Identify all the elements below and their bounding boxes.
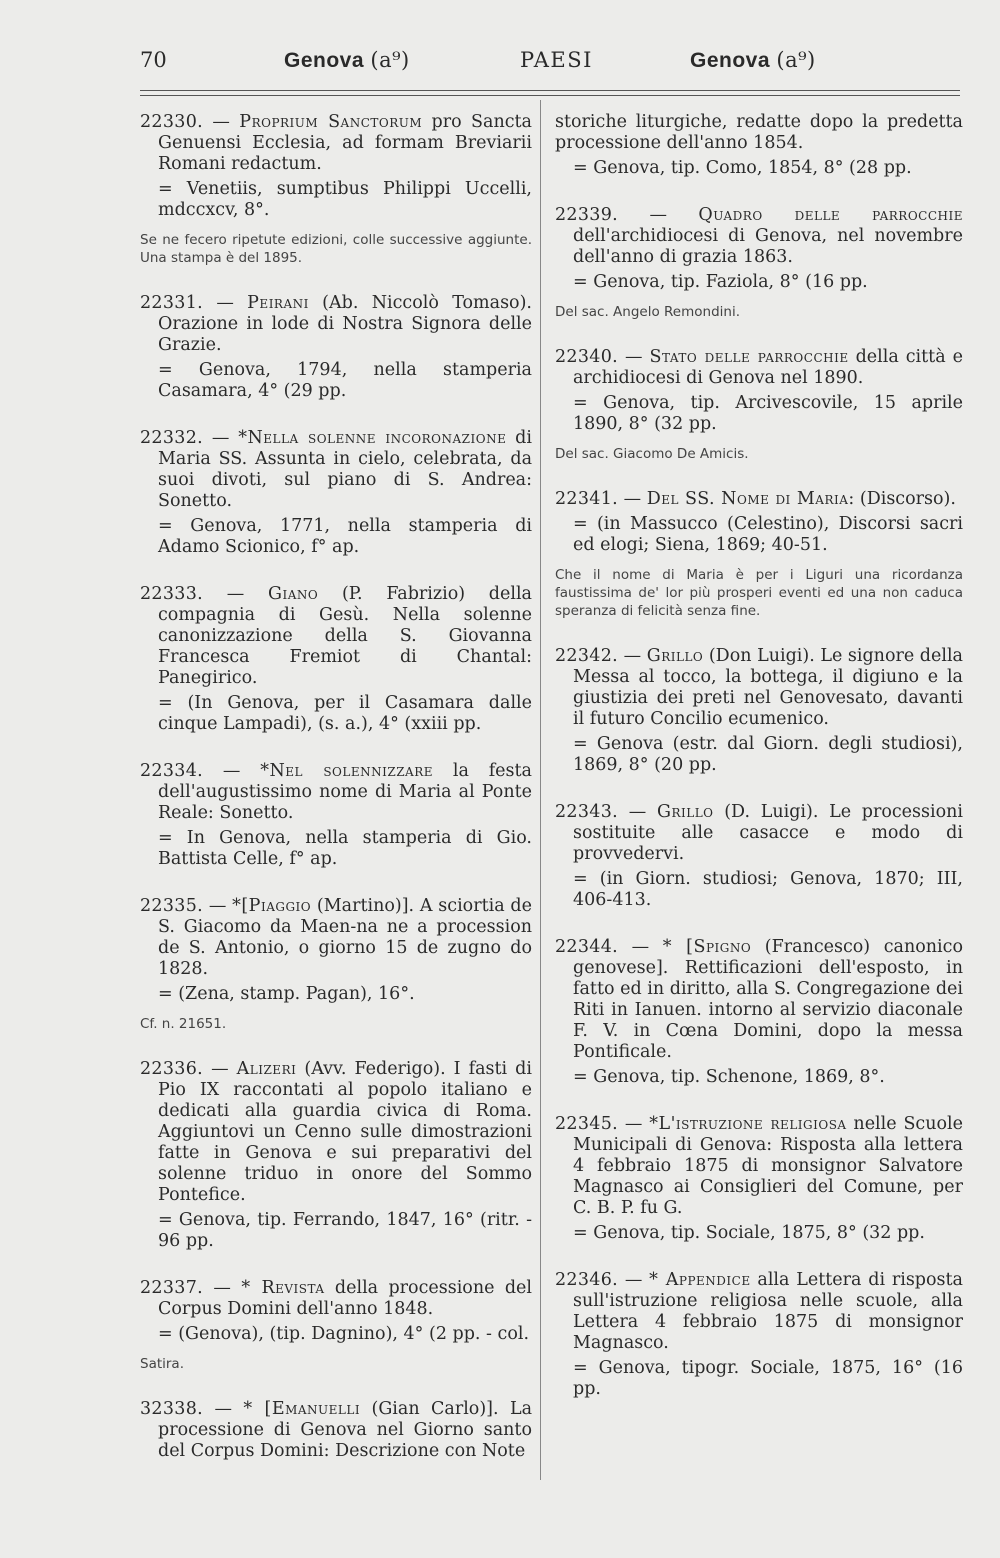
entry-title: [140, 584, 532, 689]
entry-number: 22337.: [140, 1278, 204, 1298]
entry-dash: —: [203, 1399, 244, 1419]
entry-imprint: = Genova, tip. Como, 1854, 8° (28 pp.: [573, 158, 912, 178]
entry-dash: —: [618, 1270, 650, 1290]
entry-text: pro Sancta Genuensi Ecclesia, ad formam Breviarii Romani redactum.: [158, 112, 532, 174]
catalogue-entry: [555, 112, 963, 179]
entry-title: [140, 1399, 532, 1462]
entry-dash: —: [203, 1278, 242, 1298]
entry-number: 22339.: [555, 205, 619, 225]
entry-heading: *[Piaggio: [232, 896, 312, 916]
running-head-right-suffix: (a⁹): [776, 48, 816, 72]
entry-number: 22343.: [555, 802, 619, 822]
entry-heading: Grillo: [646, 646, 704, 666]
entry-text: di Maria SS. Assunta in cielo, celebrata, da suoi divoti, sul piano di S. Andrea: Sonetto.: [158, 428, 532, 511]
entry-dash: —: [203, 112, 240, 132]
entry-text: (D. Luigi). Le processioni sostituite alle casacce e modo di provvedervi.: [573, 802, 963, 864]
entry-number: 22344.: [555, 937, 619, 957]
catalogue-entry: [140, 896, 532, 1033]
entry-text: della processione del Corpus Domini dell'anno 1848.: [158, 1278, 532, 1319]
entry-heading: * [Spigno: [662, 937, 752, 957]
entry-dash: —: [618, 937, 663, 957]
entry-title: [555, 112, 963, 154]
catalogue-entry: [555, 1114, 963, 1244]
entry-text: : (Discorso).: [848, 489, 956, 509]
catalogue-entry: [140, 112, 532, 267]
entry-number: 22334.: [140, 761, 204, 781]
entry-note: Se ne fecero ripetute edizioni, colle successive aggiunte. Una stampa è del 1895.: [140, 232, 532, 266]
entry-text: storiche liturgiche, redatte dopo la predetta processione dell'anno 1854.: [555, 112, 963, 153]
entry-imprint: = Genova, tip. Ferrando, 1847, 16° (ritr. - 96 pp.: [158, 1210, 532, 1251]
entry-dash: —: [618, 347, 650, 367]
catalogue-entry: [140, 1278, 532, 1373]
entry-dash: —: [618, 646, 647, 666]
entry-imprint: = (in Giorn. studiosi; Genova, 1870; III, 406-413.: [573, 869, 963, 910]
entry-dash: —: [203, 584, 269, 604]
entry-heading: *Nella solenne incoronazione: [238, 428, 507, 448]
entry-number: 22333.: [140, 584, 204, 604]
entry-number: 22340.: [555, 347, 619, 367]
running-head-center: PAESI: [520, 48, 593, 72]
entry-heading: * Appendice: [649, 1270, 751, 1290]
entry-text: alla Lettera di risposta sull'istruzione religiosa nelle scuole, alla Lettera 4 febbraio 1875 di monsignor Magnasco.: [573, 1270, 963, 1353]
entry-heading: *Nel solennizzare: [260, 761, 434, 781]
catalogue-entry: [555, 1270, 963, 1400]
entry-number: 22342.: [555, 646, 619, 666]
entry-title: [555, 937, 963, 1063]
header-rule: [140, 95, 960, 96]
catalogue-entry: [140, 1399, 532, 1462]
page-number: 70: [140, 48, 167, 72]
entry-heading: * Revista: [241, 1278, 325, 1298]
entry-imprint: = Genova, tip. Sociale, 1875, 8° (32 pp.: [573, 1223, 925, 1243]
entry-number: 22332.: [140, 428, 204, 448]
entry-imprint: = Genova (estr. dal Giorn. degli studiosi), 1869, 8° (20 pp.: [573, 734, 963, 775]
running-head-left: [284, 48, 410, 73]
running-head-right: [690, 48, 816, 73]
entry-title: [140, 428, 532, 512]
running-head: [0, 48, 1000, 88]
entry-dash: —: [618, 489, 647, 509]
entry-number: 22345.: [555, 1114, 619, 1134]
entry-title: [555, 646, 963, 730]
catalogue-entry: [555, 937, 963, 1088]
entry-title: [140, 112, 532, 175]
entry-imprint: = (Zena, stamp. Pagan), 16°.: [158, 984, 415, 1004]
entry-heading: Peirani: [247, 293, 309, 313]
entry-heading: Stato delle parrocchie: [649, 347, 849, 367]
entry-text: (Martino)]. A sciortia de S. Giacomo da Maen-na ne a procession de S. Antonio, o giorno 15 de zugno do 1828.: [158, 896, 532, 979]
entry-title: [555, 205, 963, 268]
entry-number: 22330.: [140, 112, 204, 132]
entry-text: (Francesco) canonico genovese]. Rettificazioni dell'esposto, in fatto ed in diritto, alla S. Congregazione dei Riti in Ianuen. intorno al servizio diaconale F. V. in Cœna Domini, dopo la messa Pontificale.: [573, 937, 963, 1062]
running-head-left-title: Genova: [284, 49, 365, 72]
entry-imprint: = Genova, tip. Schenone, 1869, 8°.: [573, 1067, 885, 1087]
entry-number: 22336.: [140, 1059, 204, 1079]
entry-imprint: = Genova, 1794, nella stamperia Casamara, 4° (29 pp.: [158, 360, 532, 401]
catalogue-entry: [555, 205, 963, 321]
entry-heading: Grillo: [656, 802, 714, 822]
entry-number: 22331.: [140, 293, 204, 313]
header-rule: [140, 90, 960, 91]
entry-title: [140, 1059, 532, 1206]
entry-title: [140, 761, 532, 824]
entry-text: della città e archidiocesi di Genova nel 1890.: [573, 347, 963, 388]
entry-imprint: = Venetiis, sumptibus Philippi Uccelli, mdccxcv, 8°.: [158, 179, 532, 220]
catalogue-entry: [555, 347, 963, 463]
entry-text: dell'archidiocesi di Genova, nel novembre dell'anno di grazia 1863.: [573, 226, 963, 267]
entry-dash: —: [203, 1059, 237, 1079]
entry-note: Del sac. Giacomo De Amicis.: [555, 446, 749, 462]
entry-note: Del sac. Angelo Remondini.: [555, 304, 740, 320]
entry-imprint: = Genova, tip. Faziola, 8° (16 pp.: [573, 272, 868, 292]
catalogue-entry: [555, 802, 963, 911]
entry-note: Satira.: [140, 1356, 185, 1372]
entry-title: [555, 1114, 963, 1219]
entry-dash: —: [203, 761, 261, 781]
entry-imprint: = (in Massucco (Celestino), Discorsi sacri ed elogi; Siena, 1869; 40-51.: [573, 514, 963, 555]
entry-imprint: = Genova, 1771, nella stamperia di Adamo Scionico, f° ap.: [158, 516, 532, 557]
catalogue-entry: [140, 761, 532, 870]
entry-number: 22335.: [140, 896, 204, 916]
entry-dash: —: [203, 293, 248, 313]
entry-number: 22346.: [555, 1270, 619, 1290]
entry-number: 22341.: [555, 489, 619, 509]
left-column: [140, 112, 532, 1488]
entry-heading: *L'istruzione religiosa: [649, 1114, 847, 1134]
entry-dash: —: [618, 802, 657, 822]
running-head-left-suffix: (a⁹): [370, 48, 410, 72]
entry-dash: —: [618, 1114, 650, 1134]
entry-text: (Ab. Niccolò Tomaso). Orazione in lode di Nostra Signora delle Grazie.: [158, 293, 532, 355]
entry-text: nelle Scuole Municipali di Genova: Risposta alla lettera 4 febbraio 1875 di monsignor Salvatore Magnasco ai Consiglieri del Comune, per C. B. P. fu G.: [573, 1114, 963, 1218]
entry-title: [140, 293, 532, 356]
entry-title: [555, 802, 963, 865]
entry-title: [140, 896, 532, 980]
entry-text: la festa dell'augustissimo nome di Maria al Ponte Reale: Sonetto.: [158, 761, 532, 823]
entry-heading: Giano: [268, 584, 319, 604]
entry-number: 32338.: [140, 1399, 204, 1419]
entry-imprint: = Genova, tip. Arcivescovile, 15 aprile 1890, 8° (32 pp.: [573, 393, 963, 434]
entry-dash: —: [203, 428, 239, 448]
catalogue-entry: [555, 489, 963, 620]
entry-text: (Gian Carlo)]. La processione di Genova nel Giorno santo del Corpus Domini: Descrizione con Note: [158, 1399, 532, 1461]
entry-note: Cf. n. 21651.: [140, 1016, 227, 1032]
entry-imprint: = Genova, tipogr. Sociale, 1875, 16° (16 pp.: [573, 1358, 963, 1399]
entry-heading: Quadro delle parrocchie: [698, 205, 963, 225]
right-column: [555, 112, 963, 1426]
catalogue-entry: [140, 1059, 532, 1252]
entry-note: Che il nome di Maria è per i Liguri una ricordanza faustissima de' lor più prosperi eventi ed una non caduca speranza di felicità senza fine.: [555, 567, 963, 619]
entry-imprint: = In Genova, nella stamperia di Gio. Battista Celle, f° ap.: [158, 828, 532, 869]
catalogue-entry: [555, 646, 963, 776]
entry-heading: Alizeri: [236, 1059, 297, 1079]
entry-text: (Avv. Federigo). I fasti di Pio IX raccontati al popolo italiano e dedicati alla guardia civica di Roma. Aggiuntovi un Cenno sulle dimostrazioni fatte in Genova e sui preparativi del solenne triduo in onore del Sommo Pontefice.: [158, 1059, 532, 1205]
entry-heading: Del SS. Nome di Maria: [646, 489, 849, 509]
catalogue-entry: [140, 428, 532, 558]
entry-heading: * [Emanuelli: [243, 1399, 361, 1419]
catalogue-entry: [140, 293, 532, 402]
catalogue-entry: [140, 584, 532, 735]
entry-dash: —: [618, 205, 699, 225]
entry-imprint: = (In Genova, per il Casamara dalle cinque Lampadi), (s. a.), 4° (xxiii pp.: [158, 693, 532, 734]
entry-text: (P. Fabrizio) della compagnia di Gesù. Nella solenne canonizzazione della S. Giovanna Francesca Fremiot di Chantal: Panegirico.: [158, 584, 532, 688]
entry-title: [140, 1278, 532, 1320]
entry-title: [555, 489, 963, 510]
entry-title: [555, 347, 963, 389]
entry-title: [555, 1270, 963, 1354]
running-head-right-title: Genova: [690, 49, 771, 72]
entry-imprint: = (Genova), (tip. Dagnino), 4° (2 pp. - col.: [158, 1324, 530, 1344]
column-divider: [540, 100, 541, 1480]
entry-dash: —: [203, 896, 233, 916]
entry-heading: Proprium Sanctorum: [239, 112, 423, 132]
entry-text: (Don Luigi). Le signore della Messa al tocco, la bottega, il digiuno e la giustizia dei preti nel Genovesato, davanti il futuro Concilio ecumenico.: [573, 646, 963, 729]
